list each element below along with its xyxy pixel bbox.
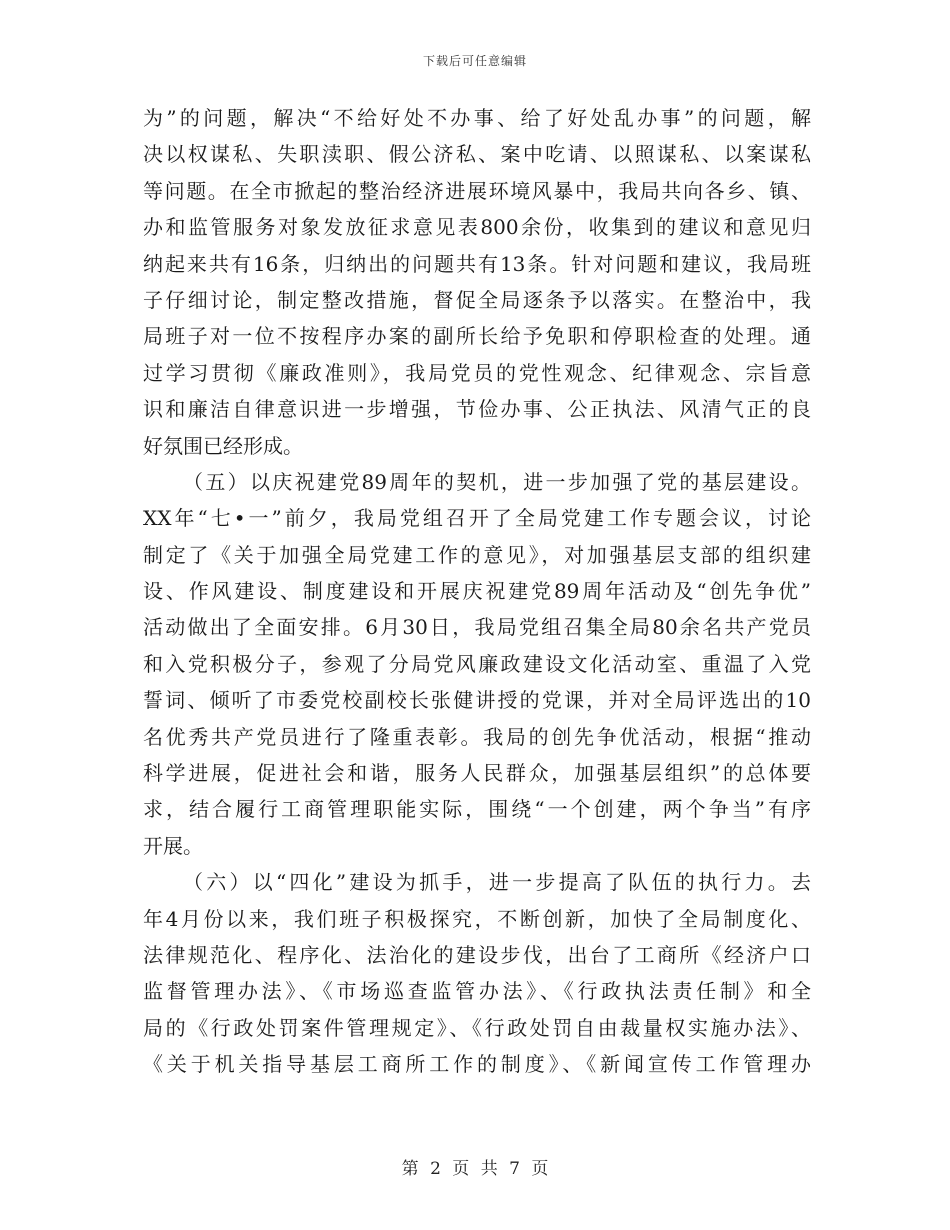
text-line: 好氛围已经形成。 xyxy=(143,433,303,458)
page-header-note: 下载后可任意编辑 xyxy=(422,54,527,68)
text-line: 开展。 xyxy=(143,833,203,858)
text-line: 誓词、倾听了市委党校副校长张健讲授的党课，并对全局评选出的10 xyxy=(143,688,811,713)
text-line: 年4月份以来，我们班子积极探究，不断创新，加快了全局制度化、 xyxy=(143,906,811,931)
document-body xyxy=(143,100,811,1083)
text-line: 局的《行政处罚案件管理规定》、《行政处罚自由裁量权实施办法》、 xyxy=(143,1015,811,1040)
text-line: 子仔细讨论，制定整改措施，督促全局逐条予以落实。在整治中，我 xyxy=(143,287,811,312)
text-line: 和入党积极分子，参观了分局党风廉政建设文化活动室、重温了入党 xyxy=(143,651,811,676)
text-line: 等问题。在全市掀起的整治经济进展环境风暴中，我局共向各乡、镇、 xyxy=(143,178,811,203)
text-line: 决以权谋私、失职渎职、假公济私、案中吃请、以照谋私、以案谋私 xyxy=(143,142,811,167)
text-line: XX年“七•一”前夕，我局党组召开了全局党建工作专题会议，讨论 xyxy=(143,506,811,531)
text-line: 识和廉洁自律意识进一步增强，节俭办事、公正执法、风清气正的良 xyxy=(143,397,811,422)
text-line: 名优秀共产党员进行了隆重表彰。我局的创先争优活动，根据“推动 xyxy=(143,724,811,749)
text-line: 科学进展，促进社会和谐，服务人民群众，加强基层组织”的总体要 xyxy=(143,761,811,786)
text-line: 制定了《关于加强全局党建工作的意见》，对加强基层支部的组织建 xyxy=(143,542,811,567)
page-number-footer: 第 2 页 共 7 页 xyxy=(401,1159,549,1179)
text-line: 监督管理办法》、《市场巡查监管办法》、《行政执法责任制》和全 xyxy=(143,979,811,1004)
text-line: 《关于机关指导基层工商所工作的制度》、《新闻宣传工作管理办 xyxy=(143,1052,811,1077)
paragraph-heading-line: （五）以庆祝建党89周年的契机，进一步加强了党的基层建设。 xyxy=(183,469,811,494)
text-line: 活动做出了全面安排。6月30日，我局党组召集全局80余名共产党员 xyxy=(143,615,811,640)
text-line: 纳起来共有16条，归纳出的问题共有13条。针对问题和建议，我局班 xyxy=(143,251,811,276)
text-line: 求，结合履行工商管理职能实际，围绕“一个创建，两个争当”有序 xyxy=(143,797,811,822)
text-line: 过学习贯彻《廉政准则》，我局党员的党性观念、纪律观念、宗旨意 xyxy=(143,360,811,385)
text-line: 法律规范化、程序化、法治化的建设步伐，出台了工商所《经济户口 xyxy=(143,942,811,967)
text-line: 办和监管服务对象发放征求意见表800余份，收集到的建议和意见归 xyxy=(143,215,811,240)
text-line: 局班子对一位不按程序办案的副所长给予免职和停职检查的处理。通 xyxy=(143,324,811,349)
text-line: 为”的问题，解决“不给好处不办事、给了好处乱办事”的问题，解 xyxy=(143,106,811,130)
text-line: 设、作风建设、制度建设和开展庆祝建党89周年活动及“创先争优” xyxy=(143,579,811,604)
paragraph-heading-line: （六）以“四化”建设为抓手，进一步提高了队伍的执行力。去 xyxy=(183,870,811,895)
